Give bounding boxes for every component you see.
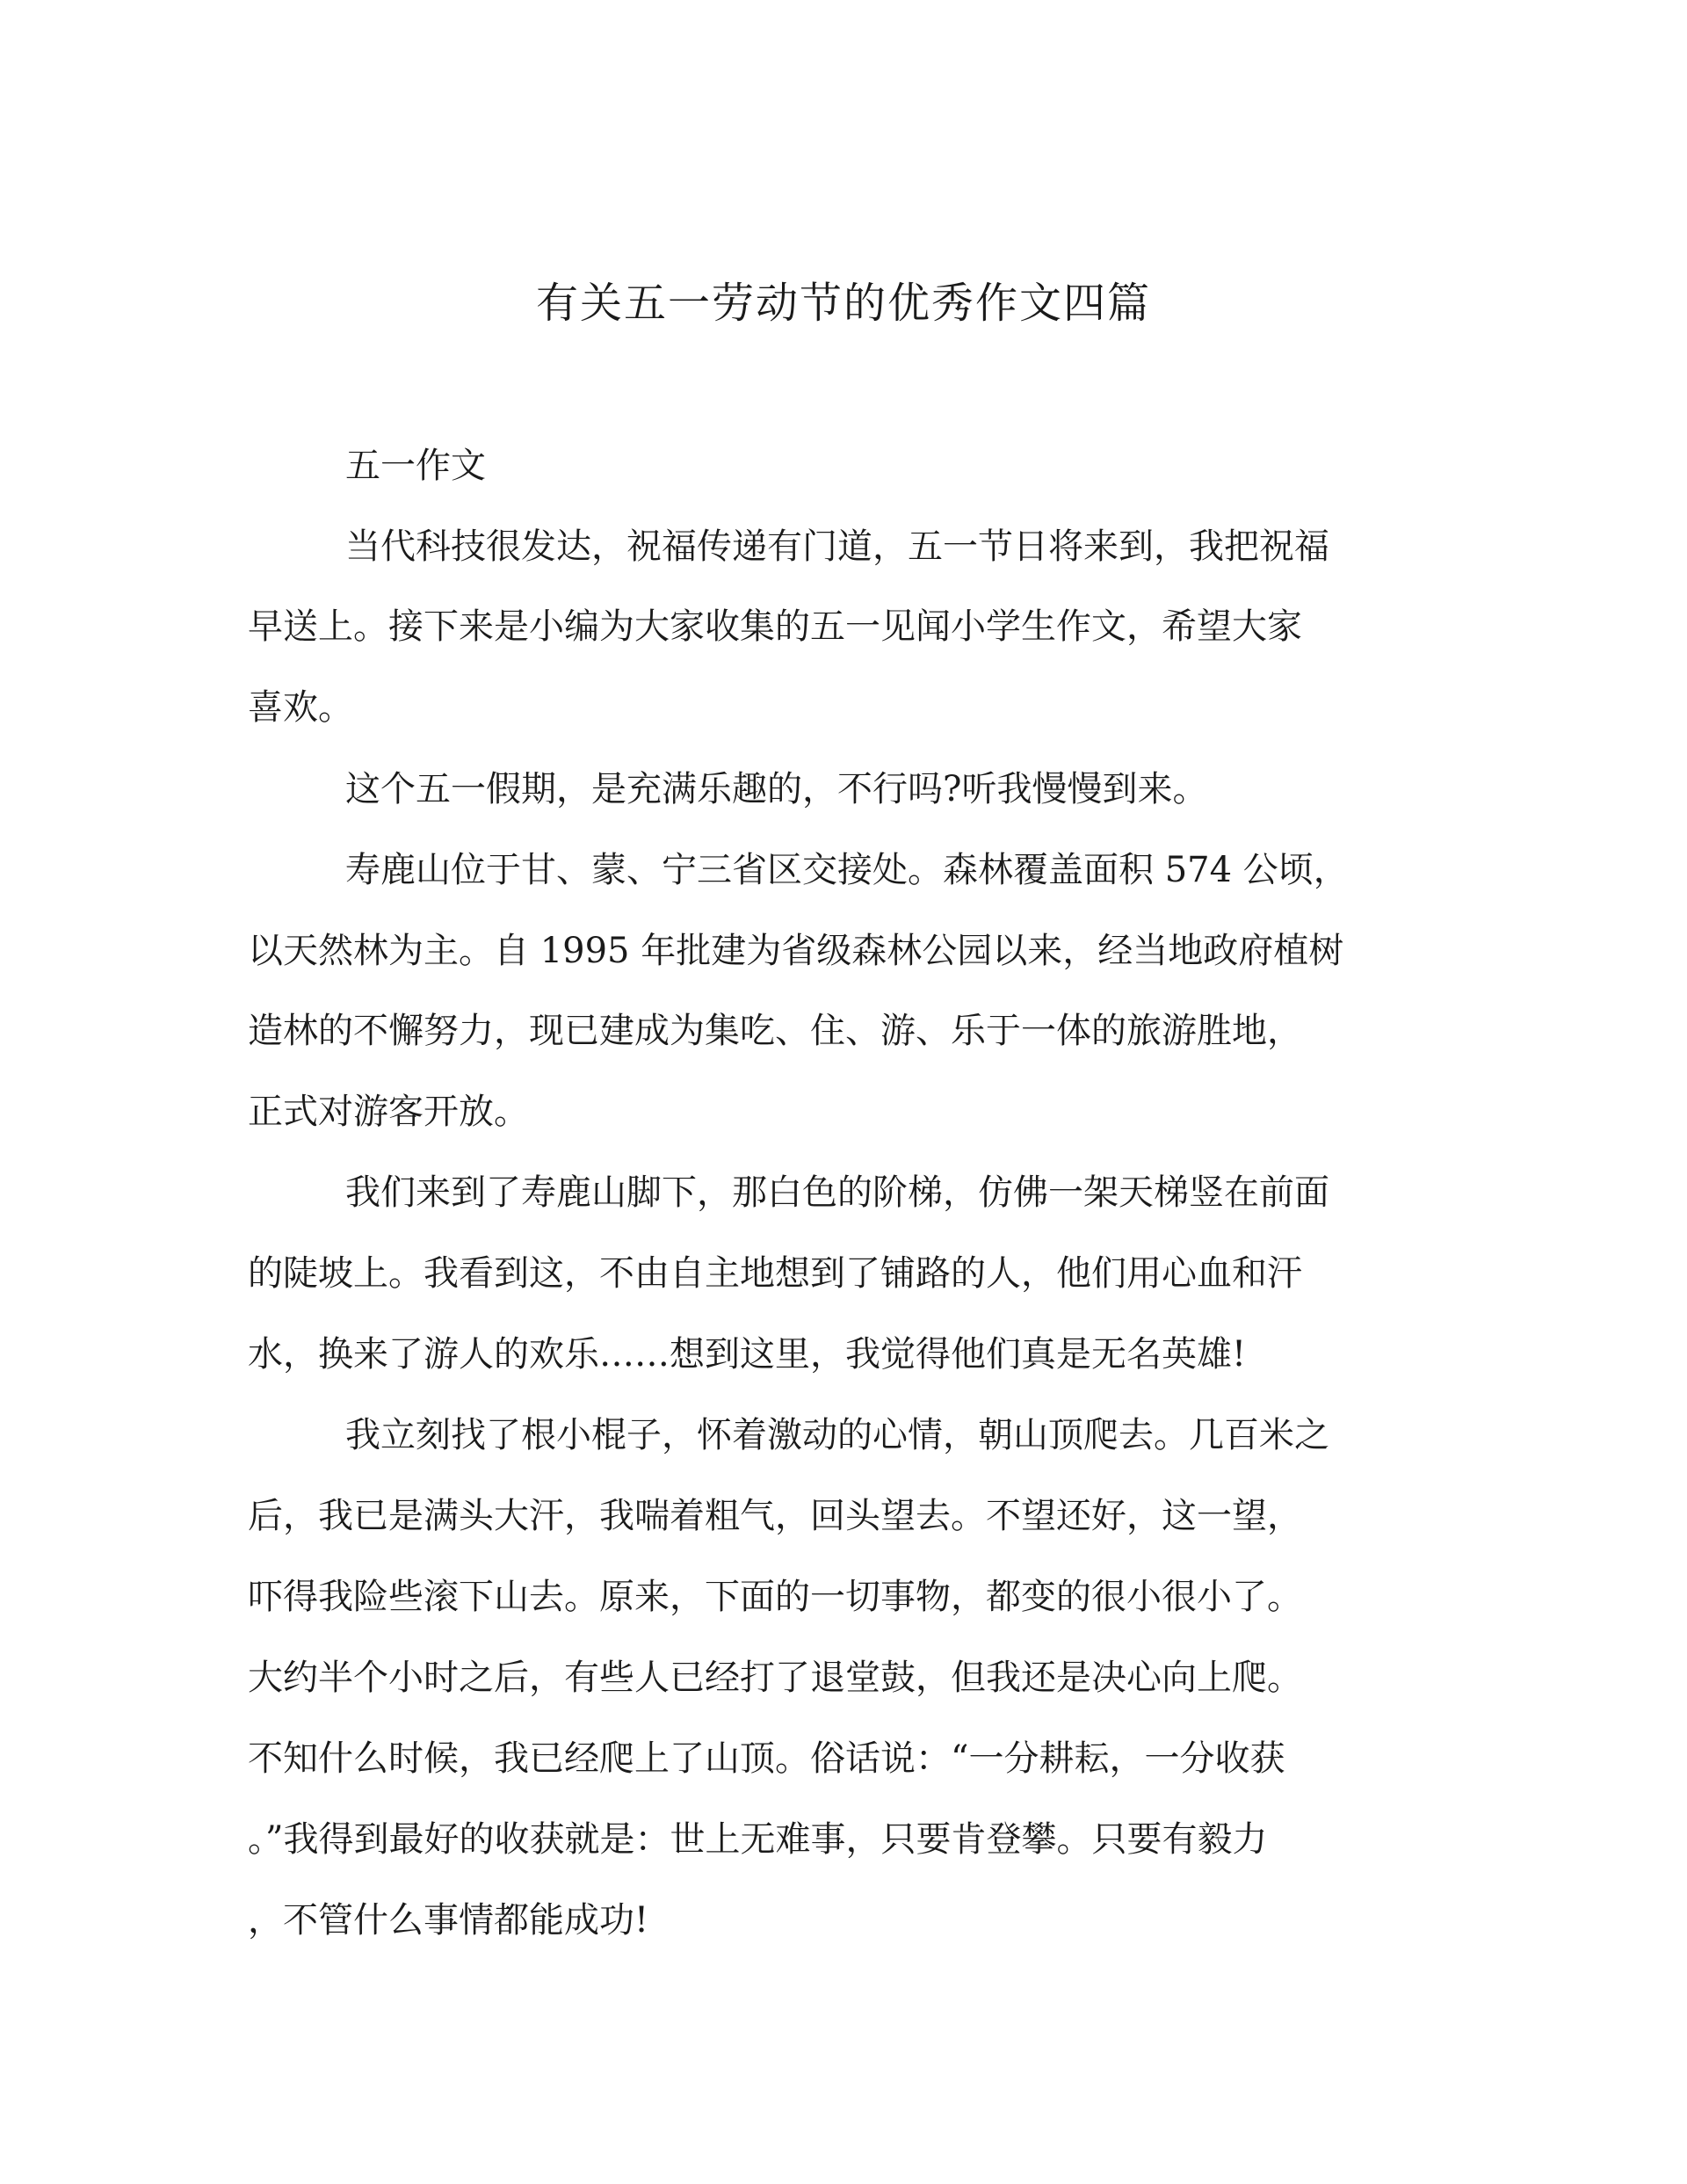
text-line: 不知什么时候，我已经爬上了山顶。俗话说：“一分耕耘，一分收获 xyxy=(248,1738,1285,1779)
document-title: 有关五一劳动节的优秀作文四篇 xyxy=(535,279,1151,328)
text-line: 大约半个小时之后，有些人已经打了退堂鼓，但我还是决心向上爬。 xyxy=(248,1658,1302,1698)
text-line: 我们来到了寿鹿山脚下，那白色的阶梯，仿佛一架天梯竖在前面 xyxy=(345,1172,1329,1213)
text-line: 吓得我险些滚下山去。原来，下面的一切事物，都变的很小很小了。 xyxy=(248,1577,1302,1617)
text-line: 正式对游客开放。 xyxy=(248,1092,529,1132)
text-line: 这个五一假期，是充满乐趣的，不行吗?听我慢慢到来。 xyxy=(345,769,1208,809)
text-line: 喜欢。 xyxy=(248,687,353,728)
section-heading: 五一作文 xyxy=(345,446,486,486)
text-line: ，不管什么事情都能成功! xyxy=(248,1900,649,1941)
text-line: 的陡坡上。我看到这，不由自主地想到了铺路的人，他们用心血和汗 xyxy=(248,1253,1302,1294)
text-line: 早送上。接下来是小编为大家收集的五一见闻小学生作文，希望大家 xyxy=(248,606,1302,647)
text-line: 以天然林为主。自 1995 年批建为省级森林公园以来，经当地政府植树 xyxy=(248,931,1344,971)
text-line: 后，我已是满头大汗，我喘着粗气，回头望去。不望还好，这一望， xyxy=(248,1496,1302,1536)
text-line: 。”我得到最好的收获就是：世上无难事，只要肯登攀。只要有毅力 xyxy=(248,1819,1268,1860)
text-line: 我立刻找了根小棍子，怀着激动的心情，朝山顶爬去。几百米之 xyxy=(345,1415,1329,1455)
text-line: 寿鹿山位于甘、蒙、宁三省区交接处。森林覆盖面积 574 公顷， xyxy=(345,850,1349,890)
text-line: 造林的不懈努力，现已建成为集吃、住、游、乐于一体的旅游胜地， xyxy=(248,1011,1302,1051)
text-line: 当代科技很发达，祝福传递有门道，五一节日将来到，我把祝福 xyxy=(345,526,1329,567)
text-line: 水，换来了游人的欢乐……想到这里，我觉得他们真是无名英雄! xyxy=(248,1334,1247,1375)
